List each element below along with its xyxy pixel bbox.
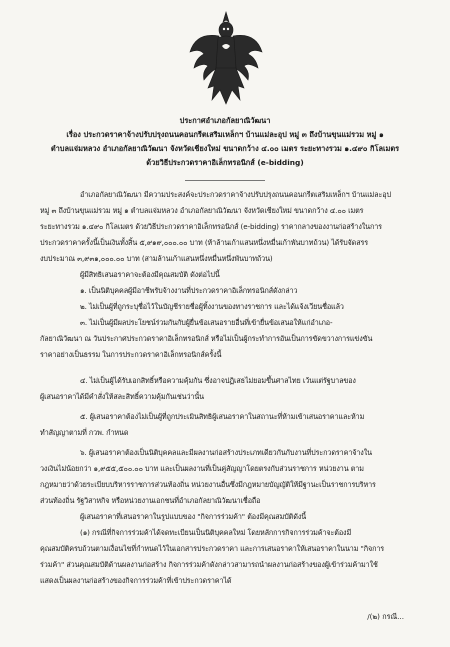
- body-line: ๓. ไม่เป็นผู้มีผลประโยชน์ร่วมกันกับผู้ยื่นข้อเสนอรายอื่นที่เข้ายื่นข้อเสนอให้แก่อำเภอ-: [80, 318, 333, 327]
- announcement-org: ประกาศอำเภอกัลยาณิวัฒนา: [179, 116, 271, 125]
- announcement-subject-1: เรื่อง ประกวดราคาจ้างปรับปรุงถนนคอนกรีตเสริมเหล็กฯ บ้านแม่ละอุป หมู่ ๓ ถึงบ้านขุนแม่รวม หมู่ ๑: [66, 130, 384, 139]
- body-line: กฎหมายว่าด้วยระเบียบบริหารราชการส่วนท้องถิ่น หน่วยงานอื่นซึ่งมีกฎหมายบัญญัติให้มีฐานะเป็นราชการบริหาร: [40, 480, 376, 489]
- body-line: ๒. ไม่เป็นผู้ที่ถูกระบุชื่อไว้ในบัญชีรายชื่อผู้ทิ้งงานของทางราชการ และได้แจ้งเวียนชื่อแล้ว: [80, 302, 344, 311]
- body-line: ราคาอย่างเป็นธรรม ในการประกวดราคาอิเล็กทรอนิกส์ครั้งนี้: [40, 350, 222, 359]
- body-line: อำเภอกัลยาณิวัฒนา มีความประสงค์จะประกวดราคาจ้างปรับปรุงถนนคอนกรีตเสริมเหล็กฯ บ้านแม่ละอุป: [80, 190, 391, 199]
- body-line: คุณสมบัติครบถ้วนตามเงื่อนไขที่กำหนดไว้ในเอกสารประกวดราคา และการเสนอราคาให้เสนอราคาในนาม "กิจการ: [40, 544, 385, 553]
- body-line: ๔. ไม่เป็นผู้ได้รับเอกสิทธิ์หรือความคุ้มกัน ซึ่งอาจปฏิเสธไม่ยอมขึ้นศาลไทย เว้นแต่รัฐบาลของ: [80, 376, 356, 385]
- garuda-emblem-icon: [186, 8, 266, 108]
- body-line: ๖. ผู้เสนอราคาต้องเป็นนิติบุคคลและมีผลงานก่อสร้างประเภทเดียวกันกับงานที่ประกวดราคาจ้างใน: [80, 448, 372, 457]
- body-line: งบประมาณ ๓,๙๓๑,๐๐๐.๐๐ บาท (สามล้านเก้าแสนหนึ่งหมื่นหนึ่งพันบาทถ้วน): [40, 254, 273, 263]
- continued-marker: /(๒) กรณี...: [367, 612, 404, 621]
- body-line: ทำสัญญาตามที่ กวพ. กำหนด: [40, 428, 129, 437]
- body-line: ผู้เสนอราคาที่เสนอราคาในรูปแบบของ "กิจการร่วมค้า" ต้องมีคุณสมบัติดังนี้: [80, 512, 307, 521]
- body-line: ประกวดราคาครั้งนี้เป็นเงินทั้งสิ้น ๕,๙๑๙,๐๐๐.๐๐ บาท (ห้าล้านเก้าแสนหนึ่งหมื่นเก้าพันบาทถ้วน) ได้รับจัดสรร: [40, 238, 369, 247]
- body-line: (๑) กรณีที่กิจการร่วมค้าได้จดทะเบียนเป็นนิติบุคคลใหม่ โดยหลักการกิจการร่วมค้าจะต้องมี: [80, 528, 352, 537]
- announcement-subject-2: ตำบลแจ่มหลวง อำเภอกัลยาณิวัฒนา จังหวัดเชียงใหม่ ขนาดกว้าง ๔.๐๐ เมตร ระยะทางรวม ๑.๔๙๐ กิโลเมตร: [50, 144, 400, 153]
- body-line: แสดงเป็นผลงานก่อสร้างของกิจการร่วมค้าที่เข้าประกวดราคาได้: [40, 576, 232, 585]
- body-line: ๑. เป็นนิติบุคคลผู้มีอาชีพรับจ้างงานที่ประกวดราคาอิเล็กทรอนิกส์ดังกล่าว: [80, 286, 298, 295]
- body-line: หมู่ ๓ ถึงบ้านขุนแม่รวม หมู่ ๑ ตำบลแจ่มหลวง อำเภอกัลยาณิวัฒนา จังหวัดเชียงใหม่ ขนาดกว้าง ๔.๐๐ เมตร: [40, 206, 364, 215]
- body-line: ส่วนท้องถิ่น รัฐวิสาหกิจ หรือหน่วยงานเอกชนที่อำเภอกัลยาณิวัฒนาเชื่อถือ: [40, 496, 261, 505]
- body-line: วงเงินไม่น้อยกว่า ๑,๙๕๕,๕๐๐.๐๐ บาท และเป็นผลงานที่เป็นคู่สัญญาโดยตรงกับส่วนราชการ หน่วยงาน ตาม: [40, 464, 364, 473]
- body-line: ระยะทางรวม ๑.๔๙๐ กิโลเมตร ด้วยวิธีประกวดราคาอิเล็กทรอนิกส์ (e-bidding) ราคากลางของงานก่อสร้างในการ: [40, 222, 382, 231]
- body-line: กัลยาณิวัฒนา ณ วันประกาศประกวดราคาอิเล็กทรอนิกส์ หรือไม่เป็นผู้กระทำการอันเป็นการขัดขวางการแข่งขัน: [40, 334, 373, 343]
- header-divider: [185, 180, 265, 181]
- announcement-subject-3: ด้วยวิธีประกวดราคาอิเล็กทรอนิกส์ (e-bidding): [146, 158, 304, 167]
- body-line: ๕. ผู้เสนอราคาต้องไม่เป็นผู้ที่ถูกประเมินสิทธิผู้เสนอราคาในสถานะที่ห้ามเข้าเสนอราคาและห้าม: [80, 412, 365, 421]
- body-line: ผู้เสนอราคาได้มีคำสั่งให้สละสิทธิ์ความคุ้มกันเช่นว่านั้น: [40, 392, 204, 401]
- body-line: ผู้มีสิทธิเสนอราคาจะต้องมีคุณสมบัติ ดังต่อไปนี้: [80, 270, 220, 279]
- body-line: ร่วมค้า" ส่วนคุณสมบัติด้านผลงานก่อสร้าง กิจการร่วมค้าดังกล่าวสามารถนำผลงานก่อสร้างของผู้เข้าร่วมค้ามาใช้: [40, 560, 378, 569]
